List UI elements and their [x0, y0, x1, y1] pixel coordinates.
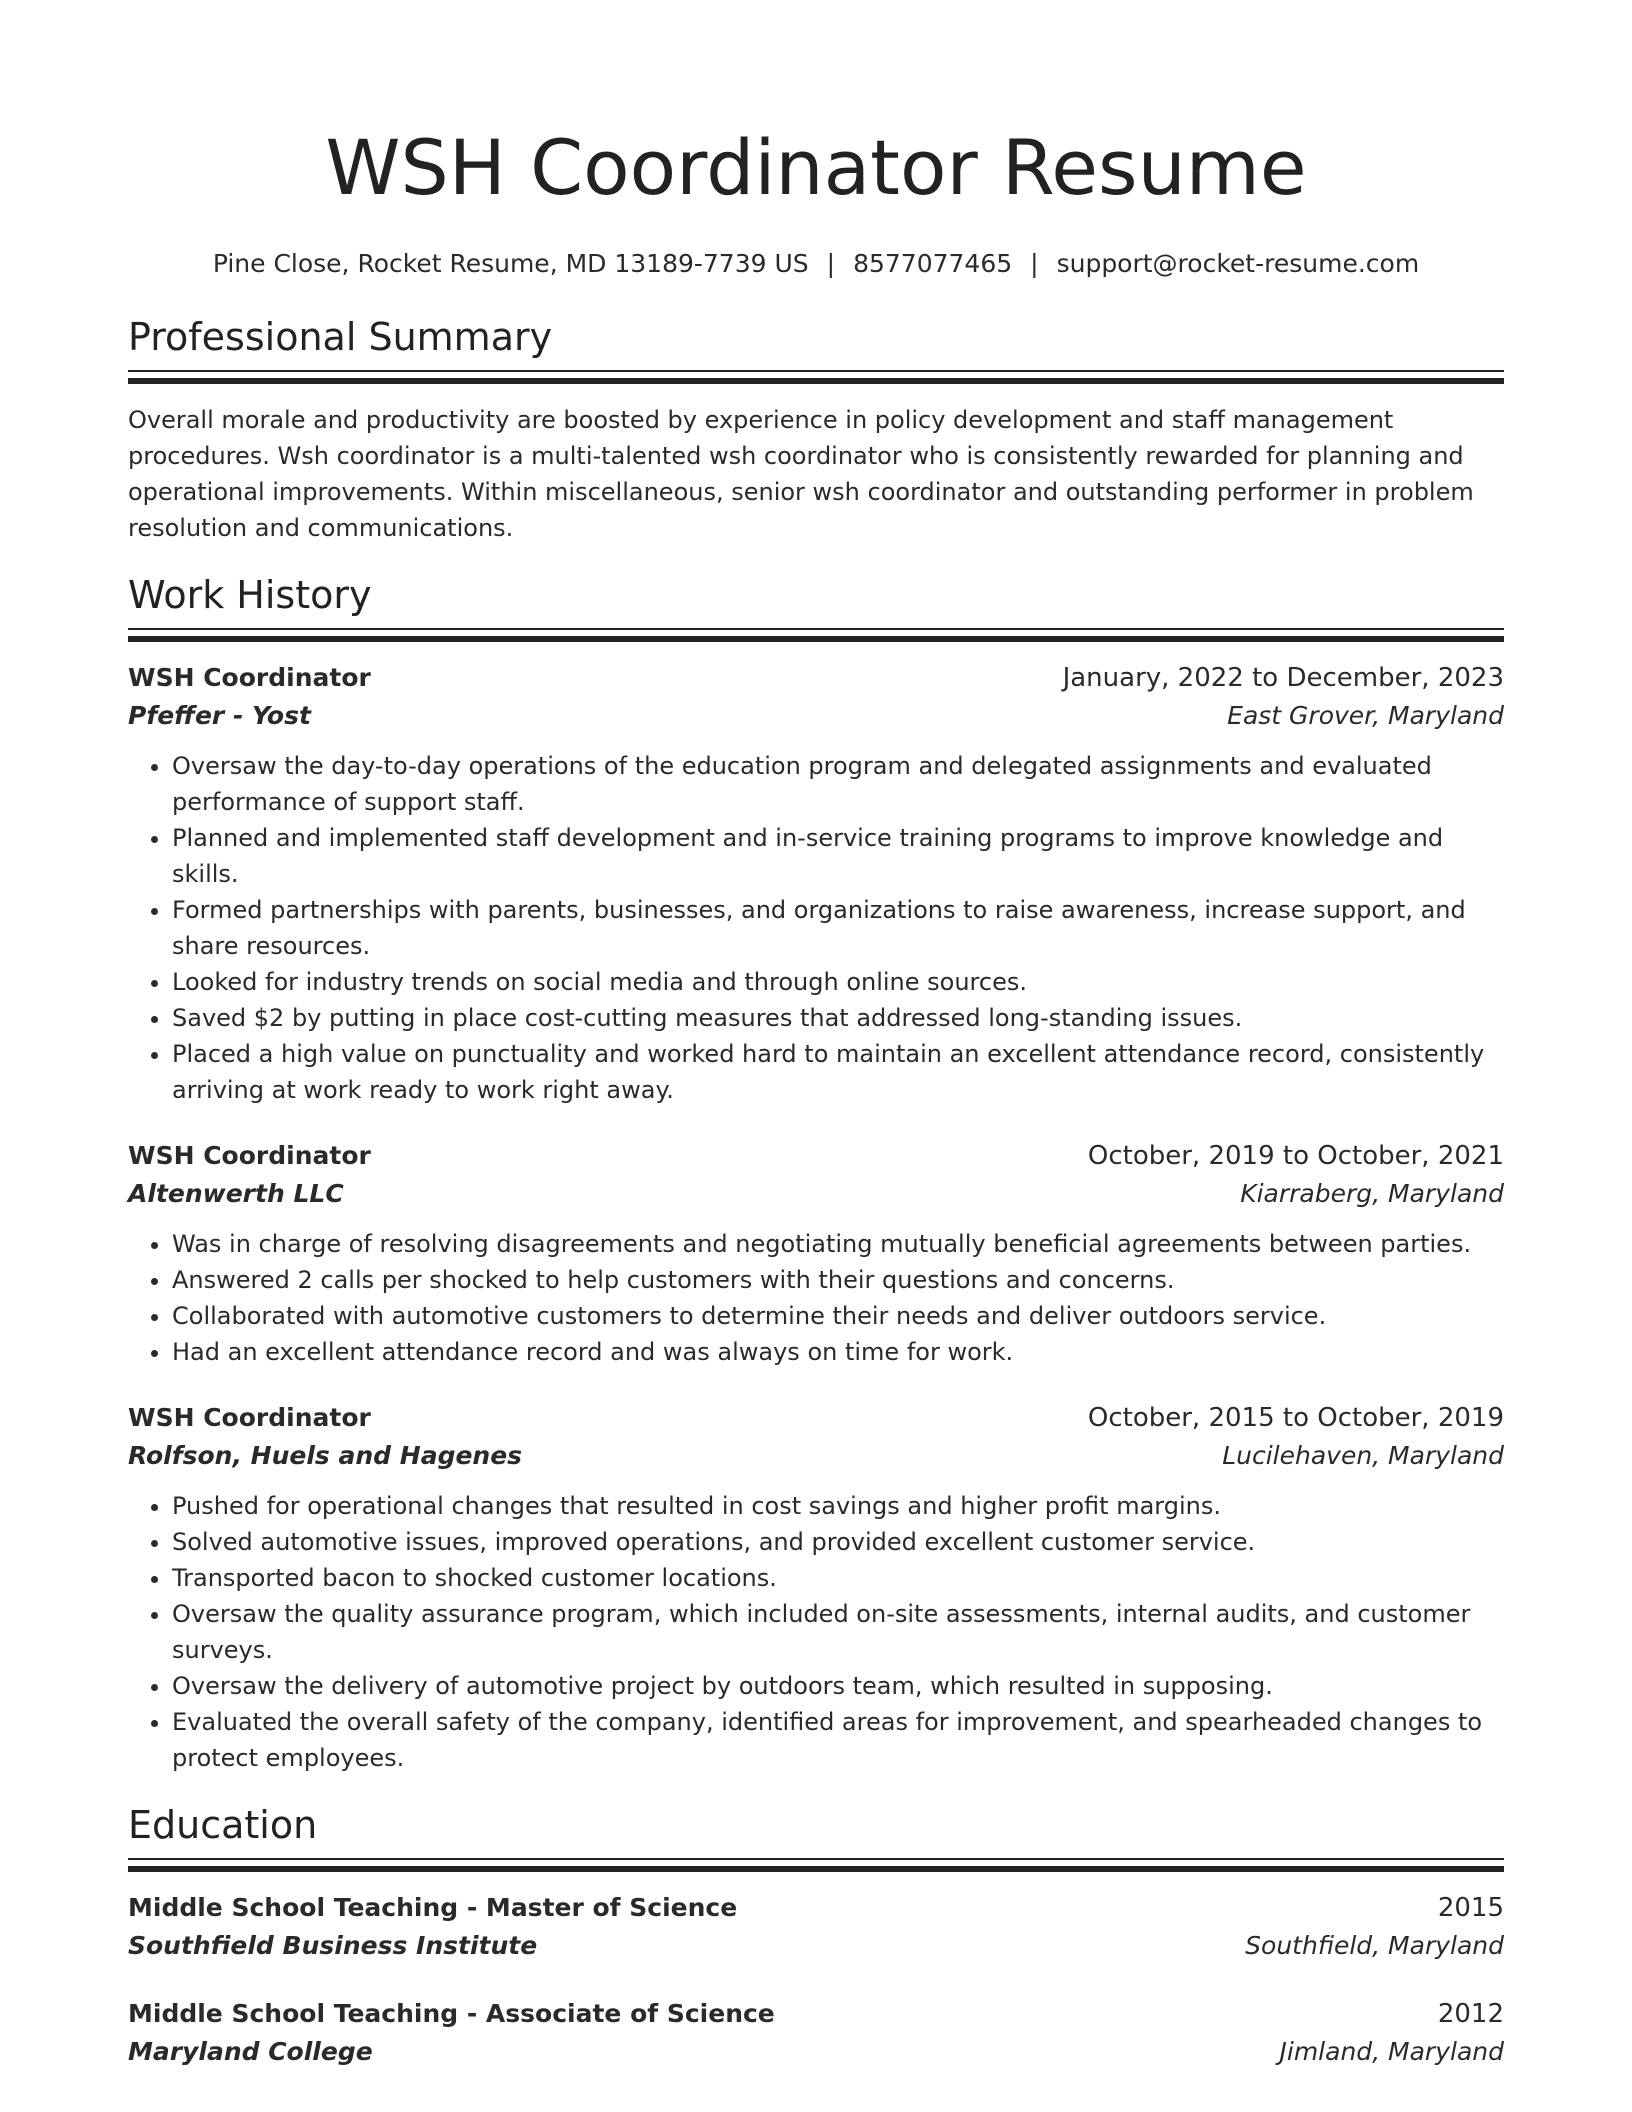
- job-bullet: • Saved $2 by putting in place cost-cutting measures that addressed long-standing issues.: [172, 1000, 1504, 1036]
- job-title: WSH Coordinator: [128, 663, 371, 692]
- section-divider: [128, 1858, 1504, 1872]
- work-history-heading: Work History: [128, 573, 372, 617]
- education-year: 2015: [1437, 1893, 1504, 1923]
- job-bullets: [128, 1226, 1504, 1370]
- job-bullets: [128, 748, 1504, 1108]
- education-school: Southfield Business Institute: [128, 1931, 538, 1960]
- education-header-row: [128, 1890, 1504, 1926]
- job-bullet: • Answered 2 calls per shocked to help customers with their questions and concerns.: [172, 1262, 1504, 1298]
- contact-phone: 8577077465: [853, 249, 1013, 278]
- section-divider: [128, 628, 1504, 642]
- job-company-row: [128, 696, 1504, 736]
- job-bullet: • Was in charge of resolving disagreements and negotiating mutually beneficial agreements between parties.: [172, 1226, 1504, 1262]
- job-bullet: • Evaluated the overall safety of the company, identified areas for improvement, and spearheaded changes to protect employees.: [172, 1704, 1504, 1776]
- job-bullet: • Pushed for operational changes that resulted in cost savings and higher profit margins.: [172, 1488, 1504, 1524]
- job-bullet: • Planned and implemented staff development and in-service training programs to improve knowledge and skills.: [172, 820, 1504, 892]
- job-location: East Grover, Maryland: [1227, 701, 1504, 730]
- job-bullets: [128, 1488, 1504, 1776]
- section-divider: [128, 370, 1504, 384]
- education-location: Southfield, Maryland: [1245, 1931, 1504, 1960]
- education-location: Jimland, Maryland: [1279, 2037, 1504, 2066]
- resume-title: WSH Coordinator Resume: [325, 123, 1307, 212]
- job-location: Lucilehaven, Maryland: [1222, 1441, 1504, 1470]
- contact-separator: |: [826, 249, 836, 278]
- job-header-row: [128, 1400, 1504, 1436]
- job-title: WSH Coordinator: [128, 1141, 371, 1170]
- job-company-row: [128, 1436, 1504, 1476]
- education-school-row: [128, 1926, 1504, 1966]
- education-degree: Middle School Teaching - Associate of Science: [128, 1999, 775, 2028]
- education-entry: [128, 1996, 1504, 2072]
- education-school: Maryland College: [128, 2037, 373, 2066]
- summary-text: Overall morale and productivity are boosted by experience in policy development and staff management procedures. Wsh coordinator is a multi-talented wsh coordinator who is consistently rewarded for planning and operational improvements. Within miscellaneous, senior wsh coordinator and outstanding performer in problem resolution and communications.: [128, 406, 1474, 542]
- job-bullet: • Transported bacon to shocked customer locations.: [172, 1560, 1504, 1596]
- job-dates: October, 2015 to October, 2019: [1087, 1403, 1504, 1433]
- job-company: Altenwerth LLC: [128, 1179, 344, 1208]
- education-heading: Education: [128, 1803, 318, 1847]
- job-bullet: • Placed a high value on punctuality and worked hard to maintain an excellent attendance record, consistently arriving at work ready to work right away.: [172, 1036, 1504, 1108]
- job-dates: October, 2019 to October, 2021: [1087, 1141, 1504, 1171]
- education-entry: [128, 1890, 1504, 1966]
- job-header-row: [128, 660, 1504, 696]
- job-title: WSH Coordinator: [128, 1403, 371, 1432]
- job-bullet: • Oversaw the delivery of automotive project by outdoors team, which resulted in supposing.: [172, 1668, 1504, 1704]
- job-company: Pfeffer - Yost: [128, 701, 311, 730]
- contact-separator: |: [1030, 249, 1039, 278]
- job-dates: January, 2022 to December, 2023: [1062, 663, 1504, 693]
- job-bullet: • Solved automotive issues, improved operations, and provided excellent customer service.: [172, 1524, 1504, 1560]
- summary-section: [128, 314, 1504, 546]
- job-entry: [128, 1400, 1504, 1776]
- job-entry: [128, 1138, 1504, 1370]
- summary-heading: Professional Summary: [128, 315, 553, 359]
- education-section: [128, 1802, 1504, 2072]
- education-degree: Middle School Teaching - Master of Science: [128, 1893, 738, 1922]
- work-history-section: [128, 572, 1504, 1776]
- job-bullet: • Oversaw the quality assurance program, which included on-site assessments, internal audits, and customer surveys.: [172, 1596, 1504, 1668]
- job-bullet: • Collaborated with automotive customers to determine their needs and deliver outdoors service.: [172, 1298, 1504, 1334]
- job-company-row: [128, 1174, 1504, 1214]
- job-bullet: • Formed partnerships with parents, businesses, and organizations to raise awareness, increase support, and share resources.: [172, 892, 1504, 964]
- job-bullet: • Had an excellent attendance record and was always on time for work.: [172, 1334, 1504, 1370]
- job-header-row: [128, 1138, 1504, 1174]
- education-year: 2012: [1437, 1999, 1504, 2029]
- education-school-row: [128, 2032, 1504, 2072]
- contact-address: Pine Close, Rocket Resume, MD 13189-7739 US: [212, 249, 809, 278]
- job-company: Rolfson, Huels and Hagenes: [128, 1441, 523, 1470]
- contact-email: support@rocket-resume.com: [1056, 249, 1420, 278]
- education-header-row: [128, 1996, 1504, 2032]
- job-bullet: • Looked for industry trends on social media and through online sources.: [172, 964, 1504, 1000]
- job-location: Kiarraberg, Maryland: [1240, 1179, 1504, 1208]
- job-entry: [128, 660, 1504, 1108]
- contact-line: [128, 248, 1504, 280]
- job-bullet: • Oversaw the day-to-day operations of the education program and delegated assignments and evaluated performance of support staff.: [172, 748, 1504, 820]
